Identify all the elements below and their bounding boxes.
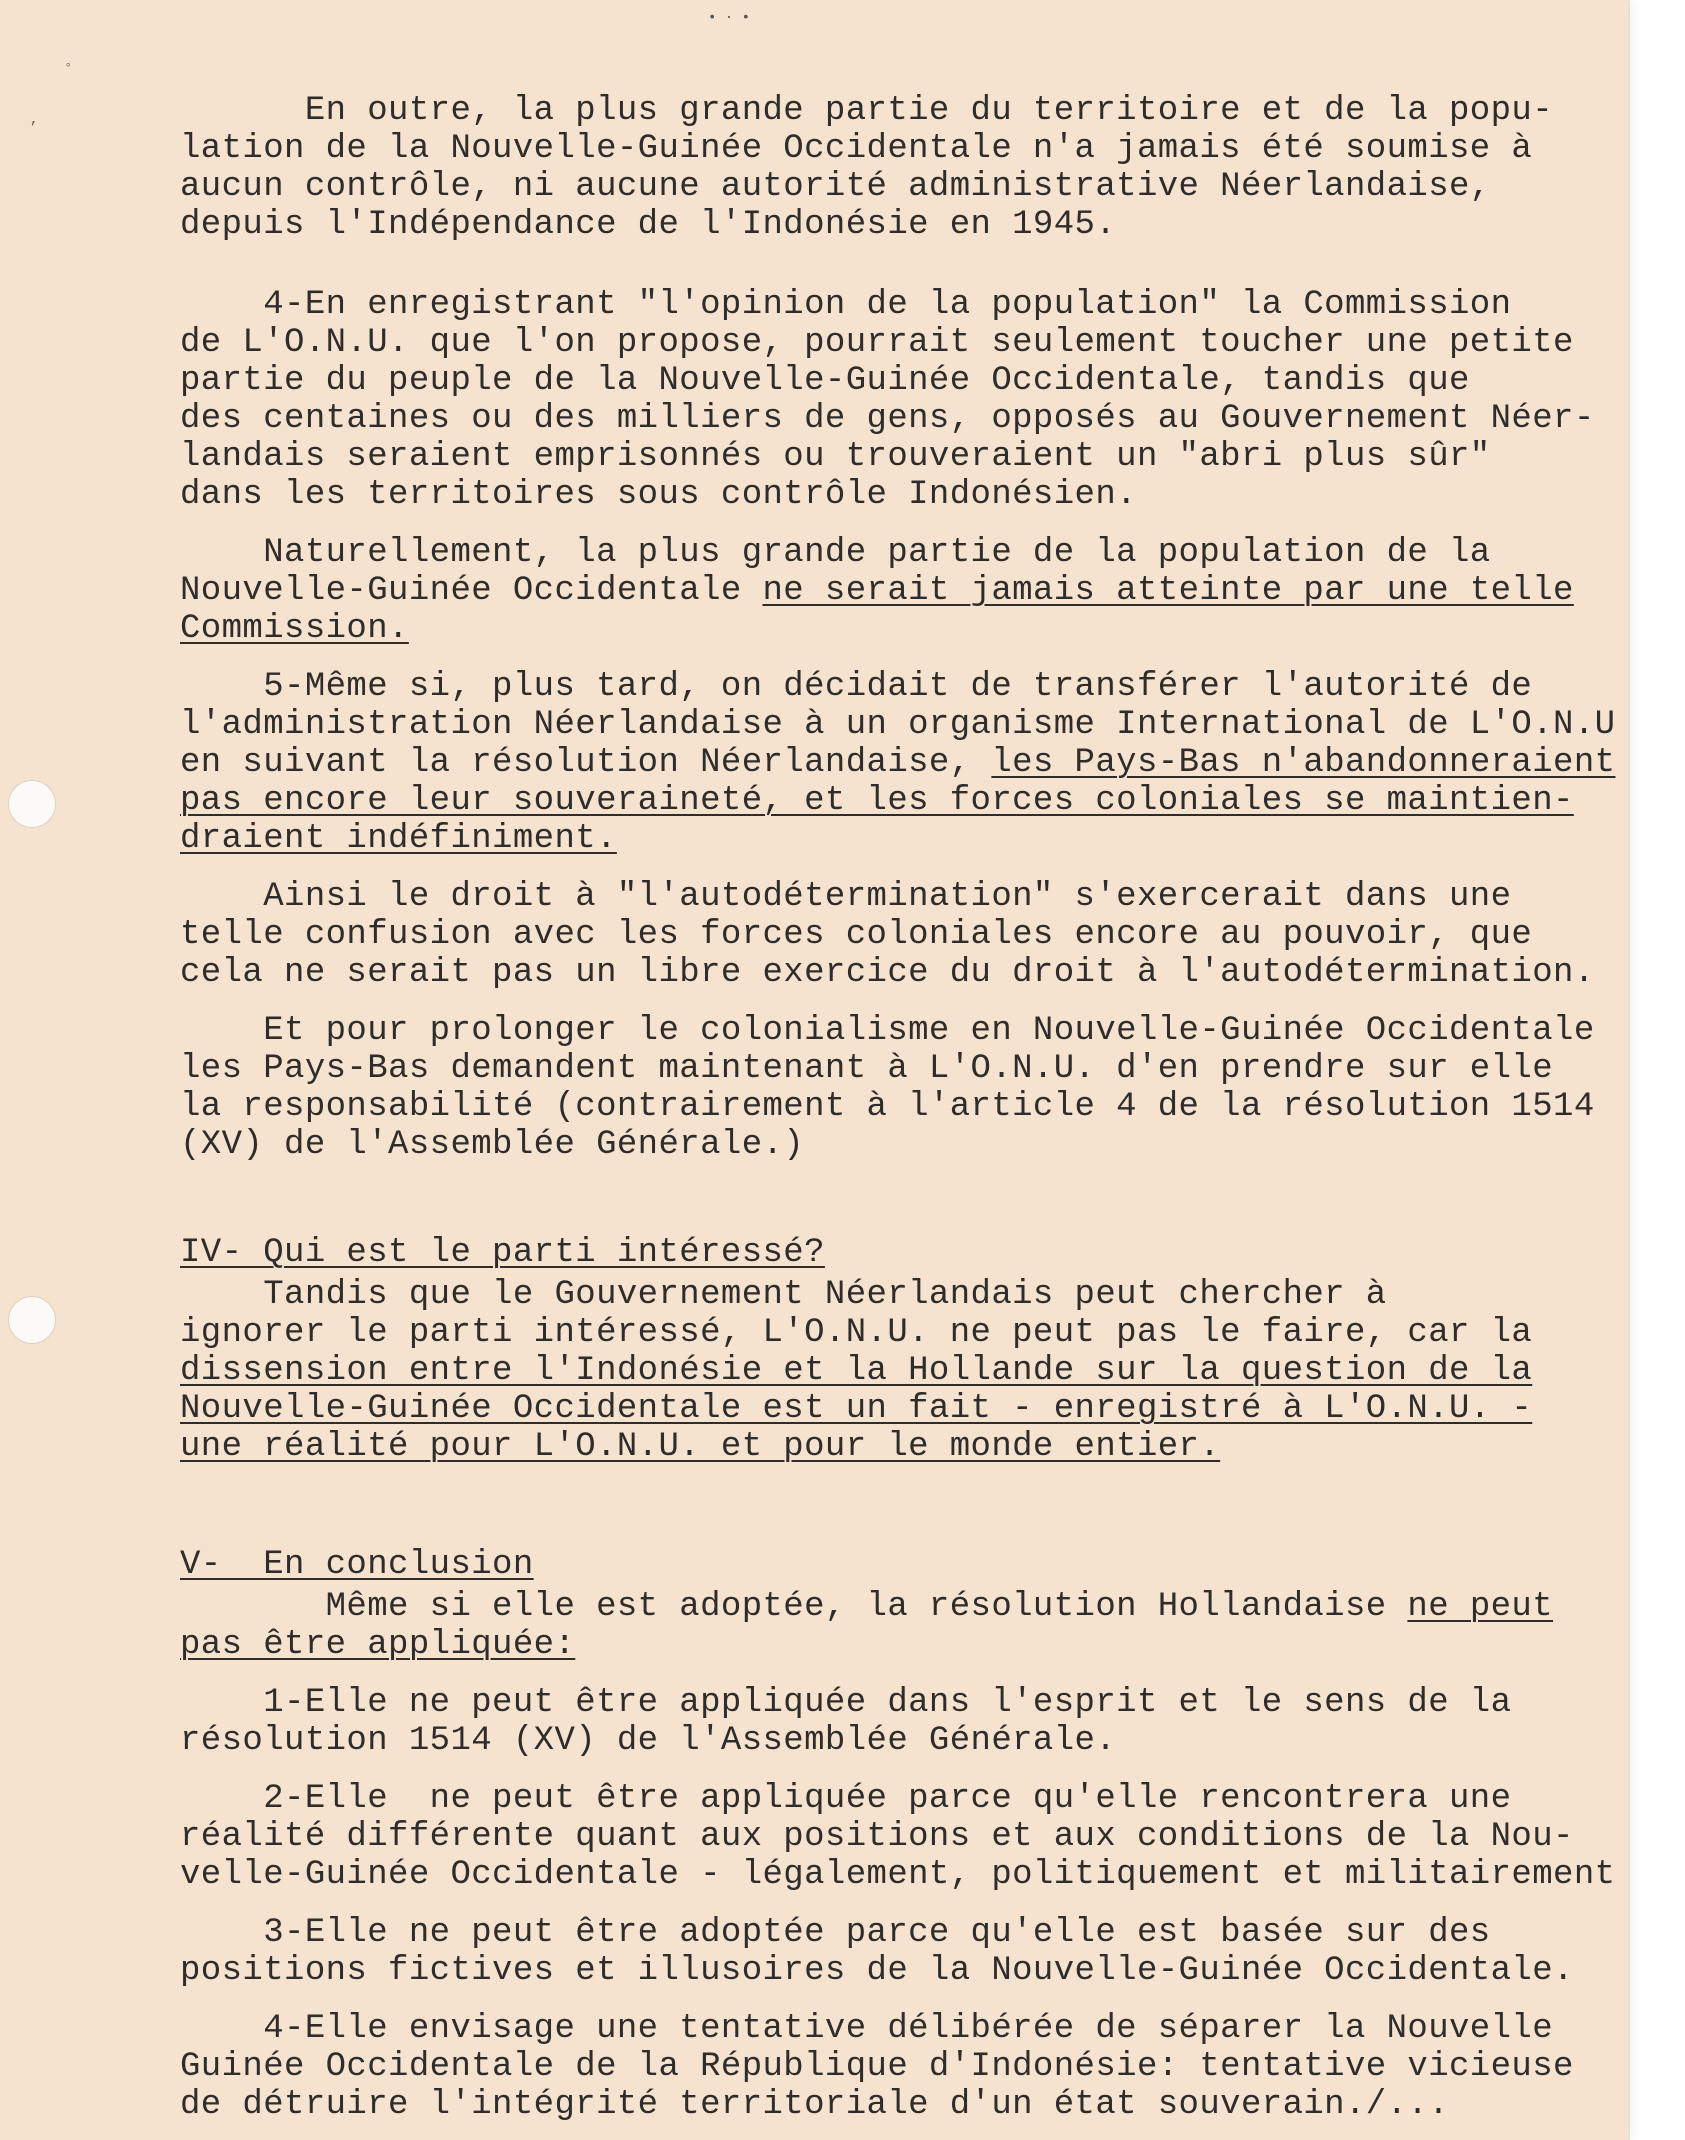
text-fragment: Nouvelle-Guinée Occidentale [180,572,763,610]
text-line: des centaines ou des milliers de gens, opposés au Gouvernement Néer- [180,400,1595,438]
binder-hole-bottom [8,1296,56,1344]
text-line: Ainsi le droit à "l'autodétermination" s'exercerait dans une [180,878,1512,916]
text-line: telle confusion avec les forces coloniales encore au pouvoir, que [180,916,1533,954]
paragraph-5 [180,878,1610,992]
text-line: 4-Elle envisage une tentative délibérée de séparer la Nouvelle [180,2010,1554,2048]
text-line: (XV) de l'Assemblée Générale.) [180,1126,805,1164]
section-heading: IV- Qui est le parti intéressé? [180,1234,825,1272]
binder-hole-top [8,780,56,828]
text-line: les Pays-Bas demandent maintenant à L'O.N.U. d'en prendre sur elle [180,1050,1554,1088]
underlined-text: ne serait jamais atteinte par une telle [762,572,1574,610]
text-line: partie du peuple de la Nouvelle-Guinée Occidentale, tandis que [180,362,1470,400]
text-line: Naturellement, la plus grande partie de la population de la [180,534,1491,572]
paper-mark: • · • [708,10,751,26]
text-line: aucun contrôle, ni aucune autorité administrative Néerlandaise, [180,168,1491,206]
underlined-text: ne peut [1407,1588,1554,1626]
underlined-text-line: une réalité pour L'O.N.U. et pour le monde entier. [180,1428,1221,1466]
text-line: En outre, la plus grande partie du territoire et de la popu- [180,92,1554,130]
text-line: 4-En enregistrant "l'opinion de la population" la Commission [180,286,1512,324]
paragraph-11 [180,1914,1610,1990]
underlined-text-line: Commission. [180,610,409,648]
text-line [180,1588,1610,1626]
paragraph-6 [180,1012,1610,1164]
text-line: 2-Elle ne peut être appliquée parce qu'elle rencontrera une [180,1780,1512,1818]
text-fragment: en suivant la résolution Néerlandaise, [180,744,992,782]
text-line: lation de la Nouvelle-Guinée Occidentale n'a jamais été soumise à [180,130,1533,168]
text-line: dans les territoires sous contrôle Indonésien. [180,476,1137,514]
text-line: Tandis que le Gouvernement Néerlandais peut chercher à [180,1276,1387,1314]
text-line: landais seraient emprisonnés ou trouveraient un "abri plus sûr" [180,438,1491,476]
text-line [180,744,1616,782]
text-line: résolution 1514 (XV) de l'Assemblée Générale. [180,1722,1117,1760]
text-line: de L'O.N.U. que l'on propose, pourrait seulement toucher une petite [180,324,1574,362]
paper-mark: ◦ [64,58,73,74]
underlined-text: les Pays-Bas n'abandonneraient [991,744,1616,782]
text-line: de détruire l'intégrité territoriale d'un état souverain./... [180,2086,1450,2124]
section-heading: V- En conclusion [180,1546,534,1584]
underlined-text-line: Nouvelle-Guinée Occidentale est un fait - enregistré à L'O.N.U. - [180,1390,1533,1428]
paragraph-4 [180,668,1616,858]
text-line: l'administration Néerlandaise à un organisme International de L'O.N.U [180,706,1616,744]
paragraph-2 [180,286,1610,514]
underlined-text-line: draient indéfiniment. [180,820,617,858]
underlined-text-line: dissension entre l'Indonésie et la Hollande sur la question de la [180,1352,1533,1390]
text-line: cela ne serait pas un libre exercice du droit à l'autodétermination. [180,954,1595,992]
section-heading-v [180,1546,1610,1584]
text-line: 5-Même si, plus tard, on décidait de transférer l'autorité de [180,668,1533,706]
paragraph-10 [180,1780,1616,1894]
text-line [180,572,1610,610]
paragraph-8 [180,1588,1610,1664]
paragraph-9 [180,1684,1610,1760]
paragraph-12 [180,2010,1610,2124]
section-heading-iv [180,1234,1610,1272]
text-line: 1-Elle ne peut être appliquée dans l'esprit et le sens de la [180,1684,1512,1722]
paragraph-1 [180,92,1610,244]
text-line: Et pour prolonger le colonialisme en Nouvelle-Guinée Occidentale [180,1012,1595,1050]
text-line: positions fictives et illusoires de la Nouvelle-Guinée Occidentale. [180,1952,1574,1990]
text-line: Guinée Occidentale de la République d'Indonésie: tentative vicieuse [180,2048,1574,2086]
text-line: ignorer le parti intéressé, L'O.N.U. ne peut pas le faire, car la [180,1314,1533,1352]
text-line: depuis l'Indépendance de l'Indonésie en 1945. [180,206,1117,244]
paper-mark: , [30,112,39,128]
underlined-text-line: pas être appliquée: [180,1626,576,1664]
paragraph-7 [180,1276,1610,1466]
text-line: réalité différente quant aux positions et aux conditions de la Nou- [180,1818,1574,1856]
underlined-text-line: pas encore leur souveraineté, et les forces coloniales se maintien- [180,782,1574,820]
text-line: velle-Guinée Occidentale - légalement, politiquement et militairement [180,1856,1616,1894]
text-line: 3-Elle ne peut être adoptée parce qu'elle est basée sur des [180,1914,1491,1952]
text-line: la responsabilité (contrairement à l'article 4 de la résolution 1514 [180,1088,1595,1126]
paragraph-3 [180,534,1610,648]
text-fragment: Même si elle est adoptée, la résolution Hollandaise [180,1588,1408,1626]
document-body [180,92,1616,2124]
